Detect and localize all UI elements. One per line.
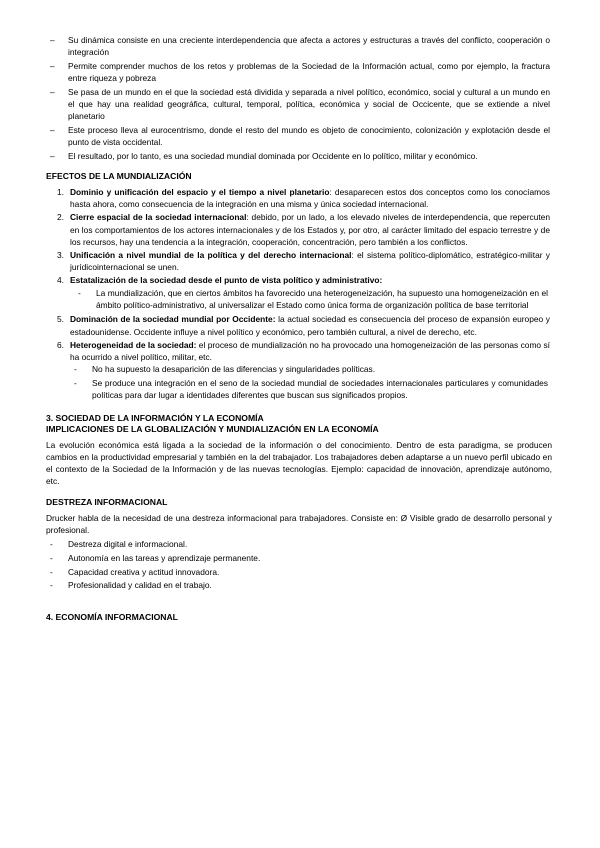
- list-item: [46, 211, 552, 248]
- list-item-lead: Estatalización de la sociedad desde el punto de vista político y administrativo:: [70, 275, 383, 286]
- section-heading-destreza: DESTREZA INFORMACIONAL: [46, 496, 168, 507]
- number-marker: 6.: [57, 339, 64, 350]
- list-item-text: Destreza digital e informacional.: [68, 539, 188, 550]
- number-marker: 1.: [57, 187, 64, 198]
- dash-marker: -: [50, 539, 53, 550]
- list-item: [46, 124, 552, 148]
- list-item-text: [70, 249, 552, 273]
- section-heading-3-line1: 3. SOCIEDAD DE LA INFORMACIÓN Y LA ECONOMÍA: [46, 412, 264, 423]
- list-item: [46, 552, 552, 564]
- section-3-paragraph: La evolución económica está ligada a la sociedad de la información o del conocimiento. Dentro de esta paradigma, se producen cambios en la productividad empresarial y también en la del trabajador. Los trabajadores deben adaptarse a un nuevo perfil ubicado en el contexto de la Sociedad de la Información y de las nuevas tecnologías. Ejemplo: capacidad de innovación, aprendizaje autónomo, etc.: [46, 439, 552, 487]
- list-item: [70, 363, 550, 375]
- section-heading-group-3: [46, 413, 552, 436]
- destreza-paragraph: Drucker habla de la necesidad de una destreza informacional para trabajadores. Consiste en: Ø Visible grado de desarrollo personal y profesional.: [46, 512, 552, 536]
- list-item: [70, 287, 550, 311]
- sub-list: [70, 287, 550, 311]
- dash-marker: –: [50, 124, 55, 135]
- list-item: [46, 579, 552, 591]
- dash-marker: –: [50, 86, 55, 97]
- list-item: [70, 377, 550, 401]
- list-item-rest: el proceso de mundialización no ha provocado una homogeneización de las personas como sí ha ocurrido a nivel político, militar, etc.: [70, 339, 551, 362]
- number-marker: 5.: [57, 314, 64, 325]
- list-item: [46, 60, 552, 84]
- list-item-rest: : el sistema político-diplomático, estratégico-militar y jurídicointernacional se unen.: [70, 249, 550, 273]
- list-item-text: [70, 274, 552, 312]
- list-item-text: [70, 211, 552, 248]
- dash-marker: –: [50, 150, 55, 161]
- dash-marker: -: [50, 566, 53, 577]
- list-item-text: Se produce una integración en el seno de la sociedad mundial de sociedades internacionales particulares y comunidades políticas para dar lugar a identidades diferentes que buscan sus significados propios.: [92, 377, 548, 401]
- number-marker: 3.: [57, 249, 64, 260]
- list-item-text: [70, 313, 552, 337]
- list-item-lead: Heterogeneidad de la sociedad:: [70, 339, 197, 350]
- list-item: [46, 313, 552, 337]
- list-item-lead: Dominio y unificación del espacio y el tiempo a nivel planetario: [70, 187, 330, 198]
- section-heading-3-line2: IMPLICACIONES DE LA GLOBALIZACIÓN Y MUNDIALIZACIÓN EN LA ECONOMÍA: [46, 424, 379, 435]
- dash-marker: -: [74, 377, 77, 388]
- list-item-text: [70, 339, 552, 403]
- number-marker: 2.: [57, 212, 64, 223]
- dash-marker: -: [74, 364, 77, 375]
- list-item-text: [70, 186, 552, 210]
- spacer: [46, 593, 552, 604]
- dash-marker: -: [50, 552, 53, 563]
- dash-marker: –: [50, 35, 55, 45]
- sub-list: [70, 363, 550, 401]
- dash-marker: -: [50, 580, 53, 591]
- dash-marker: –: [50, 60, 55, 71]
- list-item-text: Permite comprender muchos de los retos y problemas de la Sociedad de la Información actual, como por ejemplo, la fractura entre riqueza y pobreza: [68, 60, 550, 84]
- efectos-list: [46, 186, 552, 403]
- list-item: [46, 34, 552, 58]
- dash-marker: -: [78, 287, 81, 298]
- list-item: [46, 249, 552, 273]
- list-item-text: Su dinámica consiste en una creciente interdependencia que afecta a actores y estructuras a través del conflicto, cooperación o integración: [68, 35, 550, 58]
- number-marker: 4.: [57, 275, 64, 286]
- list-item-lead: Dominación de la sociedad mundial por Occidente:: [70, 314, 276, 325]
- list-item: [46, 86, 552, 123]
- list-item-text: La mundialización, que en ciertos ámbitos ha favorecido una heterogeneización, ha supuesto una homogeneización en el ámbito político-administrativo, al universalizar el Estado como única forma de organización política de base territorial: [96, 287, 548, 310]
- list-item-rest: : debido, por un lado, a los elevado niveles de interdependencia, que repercuten en los comportamientos de los actores internacionales y de los Estados y, por otro, al carácter limitado del espacio terrestre y de los recursos, hay una tendencia a la integración, cooperación, concentración, pero también a los conflictos.: [70, 212, 550, 247]
- list-item: [46, 339, 552, 403]
- list-item-text: Se pasa de un mundo en el que la sociedad está dividida y separada a nivel político, económico, social y cultural a un mundo en el que hay una realidad geográfica, cultural, temporal, política, económica y social de Occicente, que se extiende a nivel planetario: [68, 86, 550, 122]
- list-item: [46, 274, 552, 312]
- section-heading-4: 4. ECONOMÍA INFORMACIONAL: [46, 611, 178, 622]
- list-item-text: Autonomía en las tareas y aprendizaje permanente.: [68, 552, 261, 563]
- destreza-list: [46, 538, 552, 591]
- list-item-text: Capacidad creativa y actitud innovadora.: [68, 566, 220, 577]
- list-item-lead: Cierre espacial de la sociedad internacional: [70, 212, 247, 223]
- intro-bullet-list: [46, 34, 552, 162]
- list-item: [46, 566, 552, 578]
- list-item-text: No ha supuesto la desaparición de las diferencias y singularidades políticas.: [92, 364, 376, 375]
- list-item-text: Este proceso lleva al eurocentrismo, donde el resto del mundo es objeto de conocimiento, colonización y explotación desde el punto de vista occidental.: [68, 124, 550, 147]
- list-item: [46, 538, 552, 550]
- section-heading-efectos: EFECTOS DE LA MUNDIALIZACIÓN: [46, 170, 192, 181]
- list-item-lead: Unificación a nivel mundial de la política y del derecho internacional: [70, 249, 352, 260]
- list-item-text: El resultado, por lo tanto, es una sociedad mundial dominada por Occidente en lo político, militar y económico.: [68, 150, 478, 161]
- list-item-rest: la actual sociedad es consecuencia del proceso de expansión europeo y estadounidense. Occidente influye a nivel político y económico, pero también cultural, a nivel de derecho, etc.: [70, 314, 550, 337]
- list-item-text: Profesionalidad y calidad en el trabajo.: [68, 580, 212, 591]
- list-item-rest: : desaparecen estos dos conceptos como los conocíamos hasta ahora, como consecuencia de la integración en una misma y única sociedad internacional.: [70, 187, 550, 210]
- list-item: [46, 150, 552, 162]
- list-item: [46, 186, 552, 210]
